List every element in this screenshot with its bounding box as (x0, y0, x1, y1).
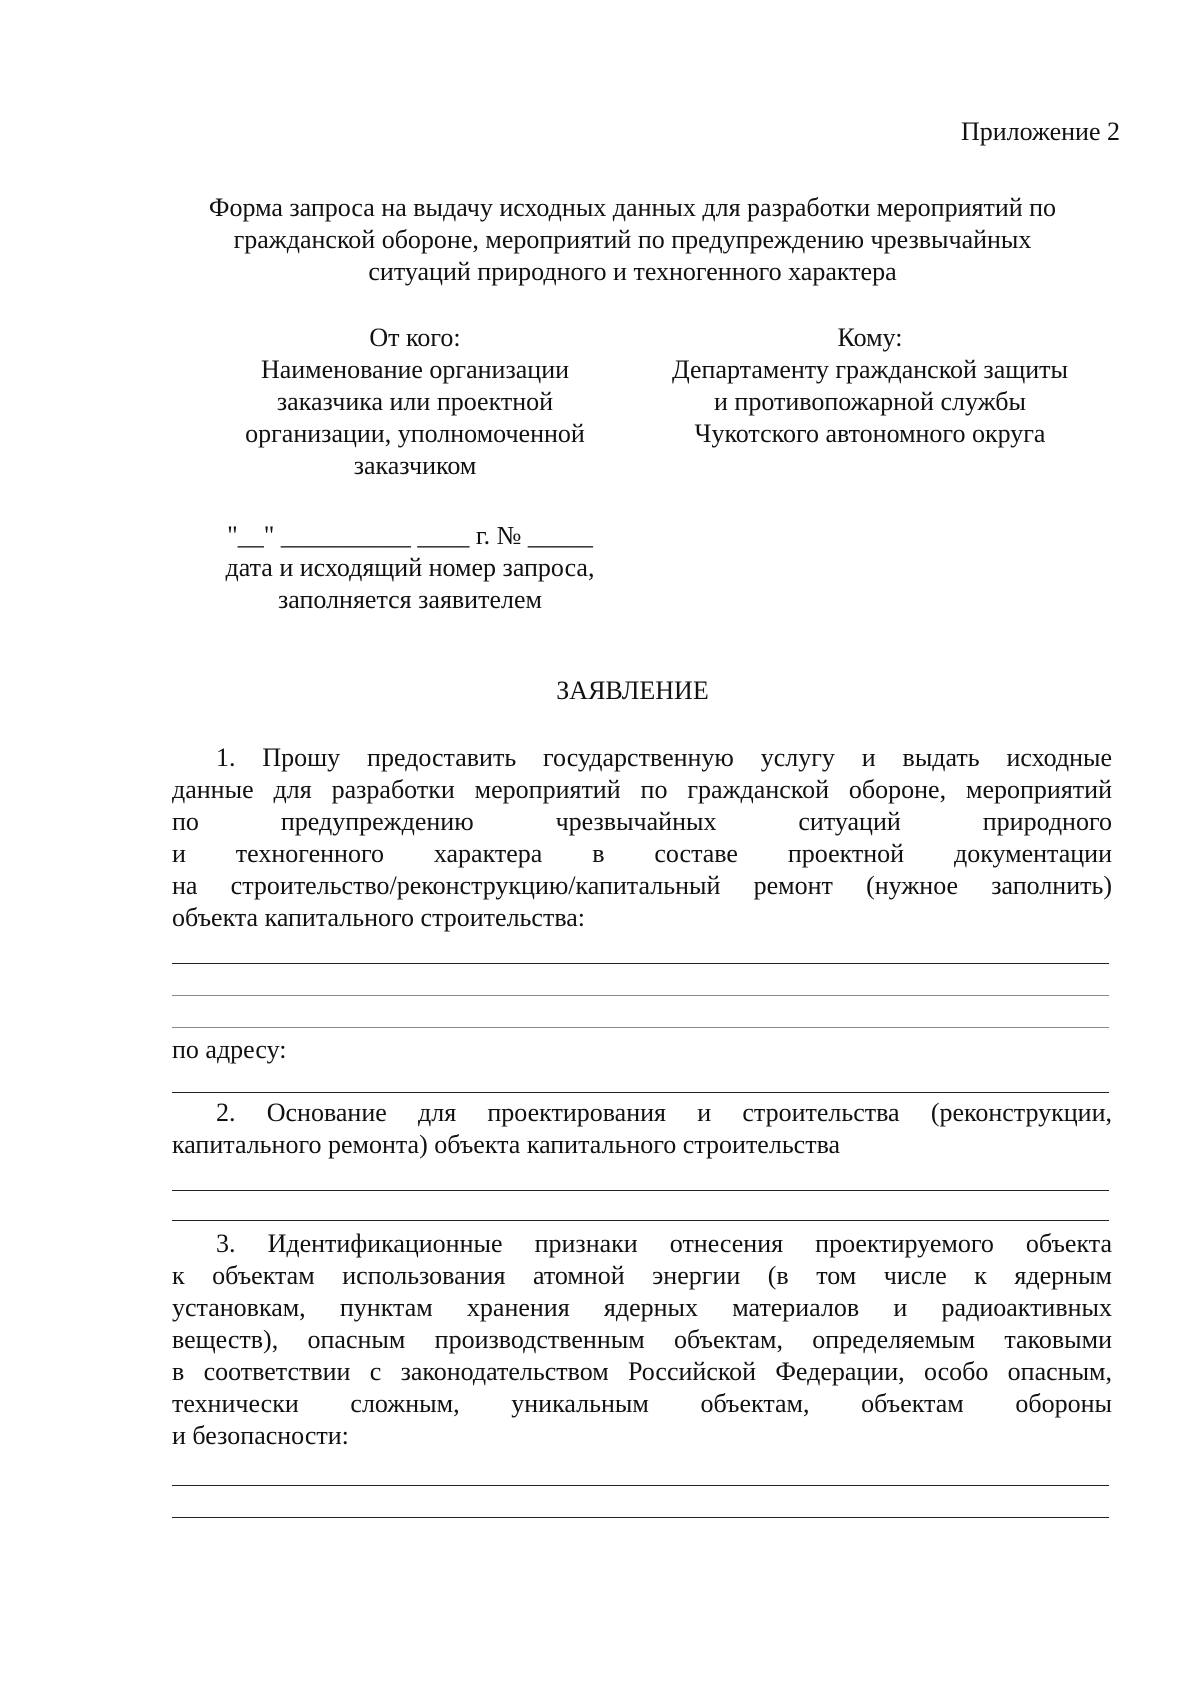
statement-heading: ЗАЯВЛЕНИЕ (556, 676, 709, 705)
sender-line: организации, уполномоченной (245, 419, 585, 448)
paragraph-line: и безопасности: (172, 1421, 349, 1450)
paragraph-line: данные для разработки мероприятий по гражданской обороне, мероприятий (172, 775, 1112, 804)
sender-line: заказчиком (353, 451, 477, 480)
identification-field[interactable] (172, 1485, 1109, 1486)
recipient-block (640, 322, 1100, 450)
form-title (160, 192, 1105, 288)
paragraph-line: по предупреждению чрезвычайных ситуаций природного (172, 807, 1112, 836)
paragraph-line: капитального ремонта) объекта капитального строительства (172, 1130, 841, 1159)
object-name-field[interactable] (172, 995, 1109, 996)
identification-field[interactable] (172, 1517, 1109, 1518)
paragraph-line: на строительство/реконструкцию/капитальный ремонт (нужное заполнить) (172, 871, 1112, 900)
paragraph-line: объекта капитального строительства: (172, 903, 586, 932)
recipient-label: Кому: (837, 323, 903, 352)
paragraph-line: в соответствии с законодательством Российской Федерации, особо опасным, (172, 1357, 1112, 1386)
paragraph-line: технически сложным, уникальным объектам, объектам обороны (172, 1389, 1112, 1418)
sender-block (195, 322, 635, 482)
form-title-line: ситуаций природного и техногенного характера (368, 257, 897, 286)
form-title-line: гражданской обороне, мероприятий по предупреждению чрезвычайных (233, 225, 1032, 254)
paragraph-line: 1. Прошу предоставить государственную услугу и выдать исходные (216, 743, 1112, 772)
date-number-block (190, 520, 630, 616)
paragraph-line: веществ), опасным производственным объектам, определяемым таковыми (172, 1325, 1112, 1354)
basis-field[interactable] (172, 1190, 1109, 1191)
address-field[interactable] (172, 1092, 1109, 1093)
basis-field[interactable] (172, 1220, 1109, 1221)
paragraph-3 (172, 1228, 1112, 1452)
paragraph-line: к объектам использования атомной энергии (в том числе к ядерным (172, 1261, 1112, 1290)
recipient-line: Департаменту гражданской защиты (671, 355, 1069, 384)
paragraph-2 (172, 1097, 1112, 1161)
date-number-field[interactable]: "__" __________ ____ г. № _____ (227, 521, 593, 550)
sender-line: Наименование организации (260, 355, 570, 384)
paragraph-line: и техногенного характера в составе проектной документации (172, 839, 1112, 868)
paragraph-line: 3. Идентификационные признаки отнесения проектируемого объекта (216, 1229, 1112, 1258)
object-name-field[interactable] (172, 1027, 1109, 1028)
object-name-field[interactable] (172, 963, 1109, 964)
paragraph-line: установкам, пунктам хранения ядерных материалов и радиоактивных (172, 1293, 1112, 1322)
paragraph-line: 2. Основание для проектирования и строительства (реконструкции, (216, 1098, 1112, 1127)
sender-line: заказчика или проектной (276, 387, 554, 416)
address-label: по адресу: (172, 1035, 287, 1064)
recipient-line: и противопожарной службы (714, 387, 1026, 416)
recipient-line: Чукотского автономного округа (694, 419, 1046, 448)
date-number-caption: заполняется заявителем (278, 585, 542, 614)
sender-label: От кого: (369, 323, 461, 352)
form-title-line: Форма запроса на выдачу исходных данных для разработки мероприятий по (208, 193, 1057, 222)
paragraph-1 (172, 742, 1112, 934)
appendix-label: Приложение 2 (960, 117, 1120, 146)
date-number-caption: дата и исходящий номер запроса, (225, 553, 595, 582)
